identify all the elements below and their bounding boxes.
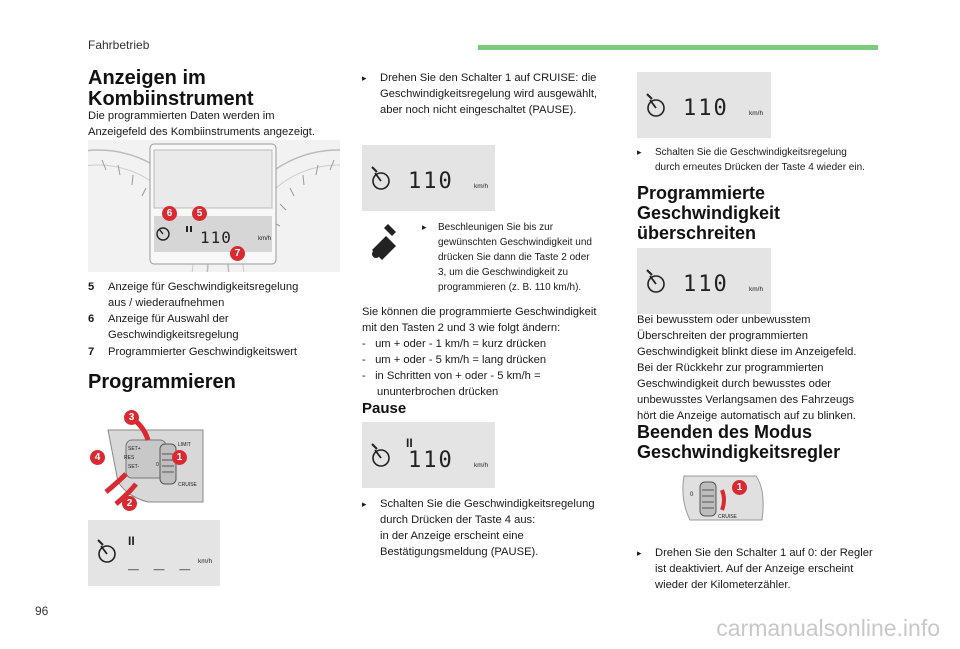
callout-badge-6: 6: [162, 206, 177, 221]
programmieren-heading: Programmieren: [88, 371, 236, 393]
list-item: - in Schritten von + oder - 5 km/h =: [362, 370, 541, 382]
lcd-speed: 110: [683, 272, 729, 297]
pause-icon: II: [128, 534, 135, 548]
stalk-label-set-minus: SET-: [128, 464, 140, 470]
lcd-panel-b: [362, 422, 495, 488]
legend-num: 6: [88, 313, 95, 325]
section-title-display: [88, 68, 254, 110]
section-bar: [478, 45, 878, 50]
title-line-1: Anzeigen im: [88, 67, 206, 89]
lcd-speed: 110: [408, 169, 454, 194]
stalk-label-cruise: CRUISE: [178, 482, 197, 488]
watermark: carmanualsonline.info: [716, 615, 940, 641]
section-label: Fahrbetrieb: [88, 38, 150, 52]
list-item: - um + oder - 5 km/h = lang drücken: [362, 354, 547, 366]
switch-illustration: [676, 470, 770, 528]
step-resume: ▸ Schalten Sie die Geschwindigkeitsregelung durch erneutes Drücken der Taste 4 wieder ein.: [637, 147, 865, 173]
step-line: Drehen Sie den Schalter 1 auf CRUISE: die: [380, 72, 597, 84]
stalk-label-zero: 0: [156, 462, 159, 468]
page-number: 96: [35, 604, 49, 618]
stalk-illustration: [88, 402, 218, 514]
list-item: ununterbrochen drücken: [377, 386, 499, 398]
change-paragraph: Sie können die programmierte Geschwindigkeit mit den Tasten 2 und 3 wie folgt ändern:: [362, 306, 597, 334]
cruise-speedo-icon: [96, 538, 118, 564]
legend-item-6: [88, 312, 328, 344]
lcd-speed: 110: [408, 448, 454, 473]
title-line-2: Kombiinstrument: [88, 88, 254, 110]
bullet-icon: ▸: [362, 73, 367, 83]
step-accelerate: ▸ Beschleunigen Sie bis zur gewünschten Geschwindigkeit und drücken Sie dann die Taste 2 oder 3, um die Geschwindigkeit zu programmieren (z. B. 110 km/h).: [422, 222, 592, 293]
lcd-unit: km/h: [749, 110, 764, 117]
callout-badge-2: 2: [122, 496, 137, 511]
legend-text: Programmierter Geschwindigkeitswert: [108, 346, 298, 358]
accelerate-pedal-icon: [368, 220, 404, 260]
intro-paragraph: [88, 108, 348, 140]
lcd-panel-a: [362, 145, 495, 211]
lcd-unit: km/h: [198, 558, 213, 565]
end-heading: Beenden des Modus Geschwindigkeitsregler: [637, 422, 841, 462]
pause-icon: II: [406, 436, 413, 450]
callout-badge-4: 4: [90, 450, 105, 465]
stalk-label-res: RES: [124, 455, 135, 461]
exceed-heading: Programmierte Geschwindigkeit überschreiten: [637, 183, 781, 243]
lcd-dashes: _ _ _: [128, 550, 193, 571]
lcd-unit: km/h: [749, 286, 764, 293]
step-pause: ▸ Schalten Sie die Geschwindigkeitsregelung durch Drücken der Taste 4 aus: in der Anzeige erscheint eine Bestätigungsmeldung (PAUSE).: [362, 498, 595, 558]
lcd-panel-d: [637, 248, 771, 314]
callout-badge-7: 7: [230, 246, 245, 261]
legend-num: 5: [88, 281, 95, 293]
legend-item-5: [88, 280, 328, 312]
intro-line: Anzeigefeld des Kombiinstruments angezeigt.: [88, 126, 315, 138]
callout-badge-1: 1: [732, 480, 747, 495]
bullet-icon: ▸: [362, 499, 367, 509]
step-line: aber noch nicht eingeschaltet (PAUSE).: [380, 104, 577, 116]
instrument-cluster-illustration: [88, 140, 340, 272]
cluster-svg: [88, 140, 340, 272]
list-item: - um + oder - 1 km/h = kurz drücken: [362, 338, 547, 350]
legend-num: 7: [88, 346, 95, 358]
lcd-panel-c: [637, 72, 771, 138]
lcd-unit: km/h: [474, 462, 489, 469]
bullet-icon: ▸: [422, 222, 427, 232]
bullet-icon: ▸: [637, 147, 642, 157]
stalk-label-limit: LIMIT: [178, 442, 191, 448]
switch-label-zero: 0: [690, 492, 694, 498]
cruise-speedo-icon: [645, 268, 667, 294]
cluster-unit: km/h: [258, 236, 272, 242]
cluster-speed: 110: [200, 228, 232, 247]
stalk-svg: [88, 402, 218, 514]
intro-line: Die programmierten Daten werden im: [88, 110, 275, 122]
pause-heading: Pause: [362, 400, 407, 417]
callout-badge-3: 3: [124, 410, 139, 425]
stalk-label-set-plus: SET+: [128, 446, 141, 452]
legend-item-7: [88, 345, 328, 361]
cruise-speedo-icon: [370, 165, 392, 191]
bullet-icon: ▸: [637, 548, 642, 558]
legend-text: Anzeige für Geschwindigkeitsregelung aus / wiederaufnehmen: [108, 281, 299, 309]
lcd-unit: km/h: [474, 183, 489, 190]
lcd-panel-dashes: [88, 520, 220, 586]
cruise-speedo-icon: [645, 92, 667, 118]
callout-badge-1: 1: [172, 450, 187, 465]
callout-badge-5: 5: [192, 206, 207, 221]
step-rotate-cruise: [362, 70, 622, 118]
legend-text: Anzeige für Auswahl der Geschwindigkeitsregelung: [108, 313, 239, 341]
step-end: ▸ Drehen Sie den Schalter 1 auf 0: der Regler ist deaktiviert. Auf der Anzeige erscheint wieder der Kilometerzähler.: [637, 547, 873, 591]
switch-label-cruise: CRUISE: [718, 514, 737, 520]
change-list: [362, 336, 632, 400]
exceed-paragraph: Bei bewusstem oder unbewusstem Überschreiten der programmierten Geschwindigkeit blinkt diese im Anzeigefeld. Bei der Rückkehr zur programmierten Geschwindigkeit durch bewusstes oder unbewusstes Verlangsamen des Fahrzeugs hört die Anzeige automatisch auf zu blinken.: [637, 314, 857, 422]
lcd-speed: 110: [683, 96, 729, 121]
cruise-speedo-icon: [370, 442, 392, 468]
step-line: Geschwindigkeitsregelung wird ausgewählt,: [380, 88, 598, 100]
